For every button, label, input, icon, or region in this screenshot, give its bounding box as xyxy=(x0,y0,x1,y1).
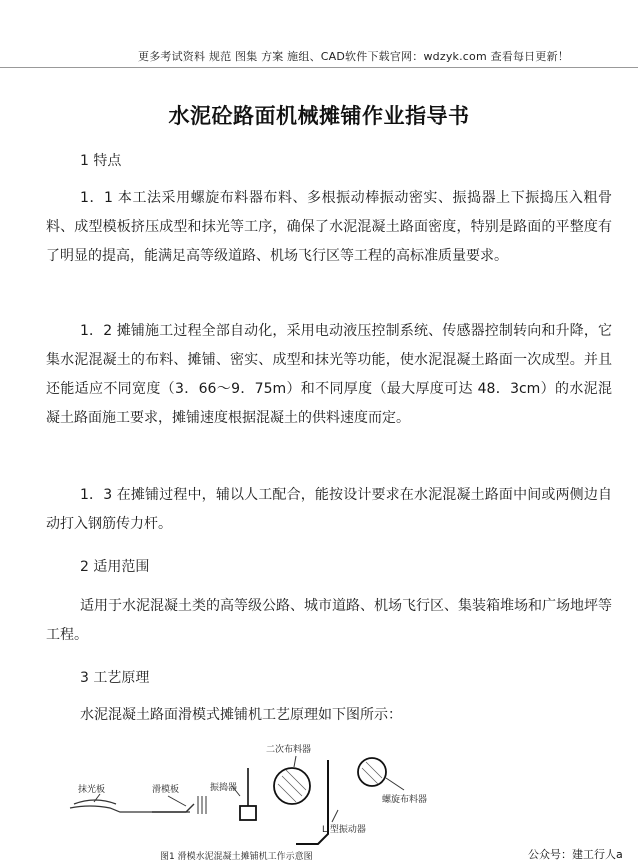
paver-diagram-svg xyxy=(60,738,530,861)
screw-spreader-shape xyxy=(358,758,386,786)
section-heading-principle: 3 工艺原理 xyxy=(80,670,150,686)
label-l-vibrator: L 型振动器 xyxy=(322,825,366,835)
paragraph-1-1: 1．1 本工法采用螺旋布料器布料、多根振动棒振动密实、振捣器上下振捣压入粗骨料、成型模板挤压成型和抹光等工序，确保了水泥混凝土路面密度，特别是路面的平整度有了明显的提高，能满足高等级道路、机场飞行区等工程的高标准质量要求。 xyxy=(46,190,612,264)
label-slipform: 滑模板 xyxy=(152,785,180,795)
document-title: 水泥砼路面机械摊铺作业指导书 xyxy=(168,104,470,128)
header-banner: 更多考试资料 规范 图集 方案 施组、CAD软件下载官网：wdzyk.com 查看每日更新！ xyxy=(138,50,569,63)
label-vibrator: 振捣器 xyxy=(210,783,238,793)
paragraph-1-2: 1．2 摊铺施工过程全部自动化，采用电动液压控制系统、传感器控制转向和升降，它集水泥混凝土的布料、摊铺、密实、成型和抹光等功能，使水泥混凝土路面一次成型。并且还能适应不同宽度（3．66～9．75m）和不同厚度（最大厚度可达 48．3cm）的水泥混凝土路面施工要求，摊铺速度根据混凝土的供料速度而定。 xyxy=(46,323,612,426)
footer-account: 公众号：建工行人a xyxy=(528,848,623,861)
paragraph-principle: 水泥混凝土路面滑模式摊铺机工艺原理如下图所示： xyxy=(80,707,402,723)
section-heading-features: 1 特点 xyxy=(80,153,122,169)
label-trowel: 抹光板 xyxy=(78,785,106,795)
screw-spreader-pointer xyxy=(386,778,404,790)
label-screw-spreader: 螺旋布料器 xyxy=(382,795,428,805)
label-secondary-spreader: 二次布料器 xyxy=(266,745,312,755)
paragraph-1-3: 1．3 在摊铺过程中，辅以人工配合，能按设计要求在水泥混凝土路面中间或两侧边自动打入钢筋传力杆。 xyxy=(46,487,612,532)
l-vibrator-pointer xyxy=(332,810,338,822)
road-surface-line xyxy=(70,806,190,812)
paver-diagram xyxy=(60,738,530,861)
frame-hatch xyxy=(198,796,206,814)
figure-caption: 图1 滑模水泥混凝土摊铺机工作示意图 xyxy=(160,852,313,862)
header-divider xyxy=(0,67,638,68)
secondary-spreader-pointer xyxy=(294,756,296,767)
paragraph-scope: 适用于水泥混凝土类的高等级公路、城市道路、机场飞行区、集装箱堆场和广场地坪等工程。 xyxy=(46,598,612,643)
vibrator-shape xyxy=(240,806,256,820)
slipform-plate-shape xyxy=(152,804,194,812)
slipform-pointer xyxy=(168,796,186,806)
section-heading-scope: 2 适用范围 xyxy=(80,559,150,575)
